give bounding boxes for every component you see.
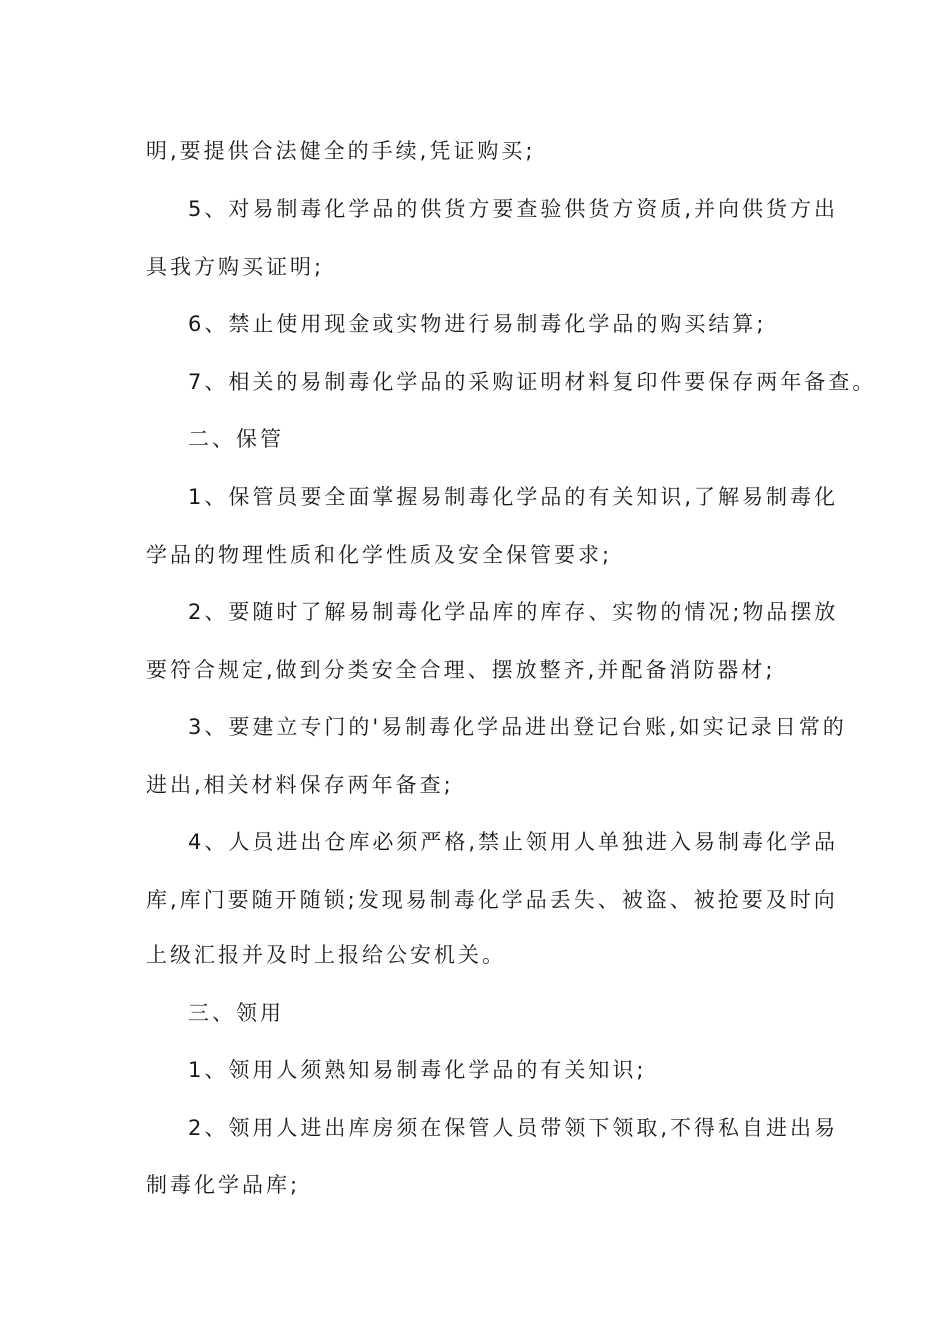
text-line: 库,库门要随开随锁;发现易制毒化学品丢失、被盗、被抢要及时向 [146,888,838,912]
section-heading: 三、领用 [188,1001,284,1025]
text-line: 制毒化学品库; [146,1173,301,1197]
text-line: 7、相关的易制毒化学品的采购证明材料复印件要保存两年备查。 [188,370,877,394]
text-line: 5、对易制毒化学品的供货方要查验供货方资质,并向供货方出 [188,197,839,221]
text-line: 要符合规定,做到分类安全合理、摆放整齐,并配备消防器材; [146,658,776,682]
text-line: 进出,相关材料保存两年备查; [146,773,454,797]
text-line: 明,要提供合法健全的手续,凭证购买; [146,139,536,163]
text-line: 1、领用人须熟知易制毒化学品的有关知识; [188,1058,647,1082]
text-line: 2、要随时了解易制毒化学品库的库存、实物的情况;物品摆放 [188,600,839,624]
section-heading: 二、保管 [188,427,284,451]
text-line: 1、保管员要全面掌握易制毒化学品的有关知识,了解易制毒化 [188,485,839,509]
text-line: 3、要建立专门的'易制毒化学品进出登记台账,如实记录日常的 [188,715,847,739]
text-line: 学品的物理性质和化学性质及安全保管要求; [146,543,613,567]
text-line: 上级汇报并及时上报给公安机关。 [146,943,506,967]
text-line: 具我方购买证明; [146,255,325,279]
text-line: 6、禁止使用现金或实物进行易制毒化学品的购买结算; [188,312,767,336]
text-line: 2、领用人进出库房须在保管人员带领下领取,不得私自进出易 [188,1116,839,1140]
text-line: 4、人员进出仓库必须严格,禁止领用人单独进入易制毒化学品 [188,830,839,854]
